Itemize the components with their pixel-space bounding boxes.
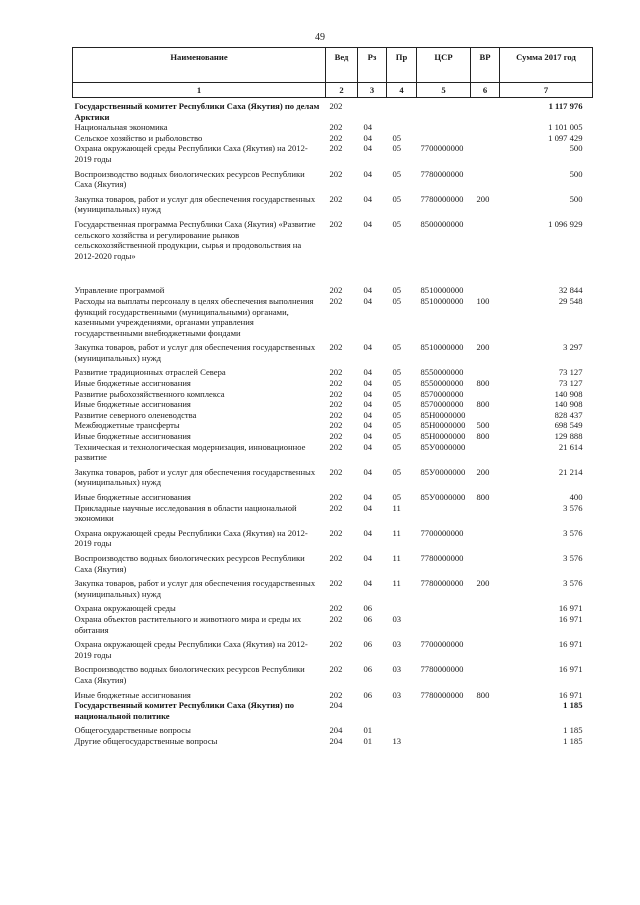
row-ved: 202 <box>329 168 343 179</box>
row-name: Закупка товаров, работ и услуг для обеспечения государственных (муниципальных) нужд <box>74 193 316 215</box>
row-pr: 05 <box>392 218 402 229</box>
row-name: Государственная программа Республики Саха (Якутия) «Развитие сельского хозяйства и регулирование рынков сельскохозяйственной продукции, сырья и продовольствия на 2012-2020 годы» <box>74 218 316 261</box>
table-row <box>73 614 593 639</box>
row-csr: 8570000000 <box>420 388 464 399</box>
row-sum: 3 576 <box>563 578 583 589</box>
row-name: Прикладные научные исследования в области национальной экономики <box>74 502 297 524</box>
row-pr: 05 <box>392 420 402 431</box>
row-csr: 7780000000 <box>420 664 464 675</box>
row-sum: 500 <box>569 143 583 154</box>
row-sum: 21 614 <box>558 441 583 452</box>
row-csr: 7780000000 <box>420 552 464 563</box>
row-rz: 04 <box>363 466 373 477</box>
row-vr <box>471 285 500 296</box>
row-vr <box>471 603 500 614</box>
row-sum: 3 576 <box>563 502 583 513</box>
row-vr <box>471 736 500 747</box>
table-row <box>73 431 593 442</box>
row-pr: 05 <box>392 132 402 143</box>
row-pr: 05 <box>392 295 402 306</box>
table-row <box>73 133 593 144</box>
row-rz: 06 <box>363 664 373 675</box>
column-number: 6 <box>471 83 500 98</box>
row-pr <box>387 700 417 725</box>
row-pr: 11 <box>392 552 401 563</box>
row-name: Развитие рыбохозяйственного комплекса <box>74 388 225 399</box>
header-name: Наименование <box>73 48 326 83</box>
row-name: Расходы на выплаты персоналу в целях обеспечения выполнения функций государственными (муниципальными) органами, казенными учреждениями, органами управления государственными внебюджетными фондами <box>74 295 314 338</box>
row-csr: 85У0000000 <box>420 466 466 477</box>
budget-table <box>72 47 593 746</box>
table-row <box>73 367 593 378</box>
row-ved: 202 <box>329 552 343 563</box>
row-rz: 04 <box>363 143 373 154</box>
row-sum: 29 548 <box>558 295 583 306</box>
row-pr <box>387 603 417 614</box>
row-pr: 13 <box>392 735 402 746</box>
row-rz <box>358 700 387 725</box>
row-name: Сельское хозяйство и рыболовство <box>74 132 203 143</box>
row-name: Техническая и технологическая модернизация, инновационное развитие <box>74 441 306 463</box>
header-csr: ЦСР <box>417 48 471 83</box>
table-row <box>73 194 593 219</box>
row-rz: 06 <box>363 639 373 650</box>
row-rz: 04 <box>363 492 373 502</box>
row-sum: 16 971 <box>558 689 583 700</box>
row-pr: 05 <box>392 168 402 179</box>
row-vr <box>471 725 500 736</box>
table-row <box>73 736 593 747</box>
row-ved: 204 <box>329 700 343 711</box>
row-csr <box>417 133 471 144</box>
table-row <box>73 492 593 503</box>
row-ved: 202 <box>329 399 343 410</box>
row-ved: 202 <box>329 431 343 442</box>
row-rz: 04 <box>363 527 373 538</box>
row-sum: 500 <box>569 168 583 179</box>
row-csr <box>417 98 471 123</box>
row-ved: 202 <box>329 613 343 624</box>
row-rz: 04 <box>363 132 373 143</box>
row-pr: 05 <box>392 285 402 296</box>
row-pr: 03 <box>392 613 402 624</box>
row-csr: 7700000000 <box>420 527 464 538</box>
table-row <box>73 98 593 123</box>
row-rz: 04 <box>363 193 373 204</box>
row-rz: 04 <box>363 409 373 420</box>
row-rz: 04 <box>363 295 373 306</box>
row-pr: 03 <box>392 689 402 700</box>
row-name: Охрана окружающей среды Республики Саха (Якутия) на 2012-2019 годы <box>74 527 308 549</box>
row-name: Межбюджетные трансферты <box>74 420 180 431</box>
row-csr: 7700000000 <box>420 143 464 154</box>
column-number: 2 <box>326 83 358 98</box>
row-ved: 202 <box>329 122 343 133</box>
row-name: Развитие северного оленеводства <box>74 409 197 420</box>
row-csr <box>417 503 471 528</box>
table-row <box>73 143 593 168</box>
table-row <box>73 342 593 367</box>
row-csr <box>417 736 471 747</box>
row-sum: 3 576 <box>563 552 583 563</box>
table-row <box>73 378 593 389</box>
row-sum: 1 185 <box>563 700 583 711</box>
row-vr <box>471 169 500 194</box>
row-rz: 04 <box>363 552 373 563</box>
row-rz: 04 <box>363 502 373 513</box>
table-row <box>73 503 593 528</box>
row-ved: 202 <box>329 603 343 614</box>
row-ved: 202 <box>329 527 343 538</box>
row-pr: 05 <box>392 143 402 154</box>
row-ved: 202 <box>329 420 343 431</box>
row-rz: 04 <box>363 441 373 452</box>
row-csr: 7780000000 <box>420 689 464 700</box>
row-vr <box>471 442 500 467</box>
row-ved: 202 <box>329 466 343 477</box>
row-name: Государственный комитет Республики Саха (Якутия) по национальной политике <box>74 700 295 721</box>
table-header <box>73 48 593 98</box>
row-ved: 202 <box>329 388 343 399</box>
row-name: Управление программой <box>74 285 165 296</box>
row-ved: 202 <box>329 143 343 154</box>
row-csr: 8510000000 <box>420 295 464 306</box>
row-ved: 202 <box>329 492 343 502</box>
table-row <box>73 553 593 578</box>
row-csr: 85Н0000000 <box>420 431 466 442</box>
row-ved: 202 <box>329 689 343 700</box>
row-ved: 202 <box>329 285 343 296</box>
row-pr: 05 <box>392 367 402 378</box>
row-name: Государственный комитет Республики Саха (Якутия) по делам Арктики <box>74 101 320 122</box>
page-number: 49 <box>315 32 325 43</box>
table-row <box>73 169 593 194</box>
header-ved: Вед <box>326 48 358 83</box>
row-pr: 11 <box>392 578 401 589</box>
row-pr <box>387 122 417 133</box>
table-row <box>73 700 593 725</box>
row-sum: 140 908 <box>554 388 583 399</box>
row-vr <box>471 389 500 400</box>
row-sum: 73 127 <box>558 367 583 378</box>
row-rz: 04 <box>363 388 373 399</box>
row-rz: 01 <box>363 725 373 736</box>
table-row <box>73 639 593 664</box>
row-ved: 204 <box>329 735 343 746</box>
row-ved: 202 <box>329 378 343 389</box>
row-ved: 204 <box>329 725 343 736</box>
row-vr <box>471 143 500 168</box>
row-rz: 04 <box>363 399 373 410</box>
table-row <box>73 122 593 133</box>
row-name: Иные бюджетные ассигнования <box>74 399 191 410</box>
row-vr: 200 <box>476 466 490 477</box>
row-ved: 202 <box>329 502 343 513</box>
row-pr: 05 <box>392 492 402 502</box>
row-vr <box>471 553 500 578</box>
row-name: Иные бюджетные ассигнования <box>74 689 191 700</box>
row-name: Развитие традиционных отраслей Севера <box>74 367 226 378</box>
table-row <box>73 410 593 421</box>
row-sum: 16 971 <box>558 639 583 650</box>
row-csr: 8550000000 <box>420 367 464 378</box>
row-ved: 202 <box>329 193 343 204</box>
row-rz <box>358 98 387 123</box>
row-rz: 06 <box>363 613 373 624</box>
column-number: 5 <box>417 83 471 98</box>
row-sum: 1 097 429 <box>548 132 583 143</box>
row-vr: 800 <box>476 492 490 502</box>
table-row <box>73 389 593 400</box>
row-name: Воспроизводство водных биологических ресурсов Республики Саха (Якутия) <box>74 168 305 190</box>
row-csr: 7780000000 <box>420 193 464 204</box>
row-name: Охрана окружающей среды <box>74 603 176 614</box>
row-vr <box>471 133 500 144</box>
row-sum: 1 101 005 <box>548 122 583 133</box>
header-pr: Пр <box>387 48 417 83</box>
row-sum: 1 096 929 <box>548 218 583 229</box>
row-csr <box>417 603 471 614</box>
row-ved: 202 <box>329 639 343 650</box>
row-csr: 8500000000 <box>420 218 464 229</box>
row-rz: 04 <box>363 342 373 353</box>
row-vr <box>471 410 500 421</box>
row-csr <box>417 122 471 133</box>
row-vr: 800 <box>476 689 490 700</box>
row-csr: 7780000000 <box>420 168 464 179</box>
table-row <box>73 664 593 689</box>
row-pr: 11 <box>392 502 401 513</box>
table-row <box>73 285 593 296</box>
row-vr <box>471 503 500 528</box>
row-csr: 7700000000 <box>420 639 464 650</box>
row-sum: 21 214 <box>558 466 583 477</box>
row-rz: 06 <box>363 689 373 700</box>
row-vr: 800 <box>476 378 490 389</box>
row-csr: 8570000000 <box>420 399 464 410</box>
row-vr <box>471 664 500 689</box>
row-pr: 03 <box>392 664 402 675</box>
row-vr <box>471 700 500 725</box>
row-sum: 500 <box>569 193 583 204</box>
row-csr: 8550000000 <box>420 378 464 389</box>
row-pr: 05 <box>392 466 402 477</box>
row-pr: 05 <box>392 431 402 442</box>
row-sum: 32 844 <box>558 285 583 296</box>
row-name: Закупка товаров, работ и услуг для обеспечения государственных (муниципальных) нужд <box>74 466 316 488</box>
row-csr: 85Н0000000 <box>420 409 466 420</box>
row-name: Иные бюджетные ассигнования <box>74 492 191 502</box>
row-sum: 1 185 <box>563 725 583 736</box>
row-vr: 500 <box>476 420 490 431</box>
row-name: Закупка товаров, работ и услуг для обеспечения государственных (муниципальных) нужд <box>74 578 316 599</box>
row-pr: 05 <box>392 399 402 410</box>
row-csr: 7780000000 <box>420 578 464 589</box>
column-number: 3 <box>358 83 387 98</box>
row-ved: 202 <box>329 367 343 378</box>
table-row <box>73 725 593 736</box>
header-vr: ВР <box>471 48 500 83</box>
row-vr <box>471 528 500 553</box>
row-vr: 200 <box>476 193 490 204</box>
row-ved: 202 <box>329 342 343 353</box>
row-ved: 202 <box>329 409 343 420</box>
row-name: Общегосударственные вопросы <box>74 725 191 736</box>
row-name: Охрана окружающей среды Республики Саха (Якутия) на 2012-2019 годы <box>74 639 308 660</box>
column-number: 7 <box>500 83 593 98</box>
table-row <box>73 420 593 431</box>
row-rz: 04 <box>363 168 373 179</box>
row-pr: 11 <box>392 527 401 538</box>
row-sum: 400 <box>569 492 583 502</box>
table-row <box>73 442 593 467</box>
row-name: Другие общегосударственные вопросы <box>74 735 218 746</box>
row-ved: 202 <box>329 132 343 143</box>
row-vr: 100 <box>476 295 490 306</box>
row-vr <box>471 614 500 639</box>
header-rz: Рз <box>358 48 387 83</box>
row-name: Иные бюджетные ассигнования <box>74 378 191 389</box>
row-vr: 800 <box>476 431 490 442</box>
table-row <box>73 528 593 553</box>
row-name: Иные бюджетные ассигнования <box>74 431 191 442</box>
table-row <box>73 578 593 603</box>
row-rz: 04 <box>363 122 373 133</box>
row-csr: 85У0000000 <box>420 492 466 502</box>
row-csr: 85Н0000000 <box>420 420 466 431</box>
header-sum: Сумма 2017 год <box>500 48 593 83</box>
row-pr: 05 <box>392 388 402 399</box>
row-sum: 698 549 <box>554 420 583 431</box>
row-ved: 202 <box>329 578 343 589</box>
row-rz: 04 <box>363 285 373 296</box>
table-row <box>73 219 593 285</box>
row-sum: 16 971 <box>558 664 583 675</box>
row-sum: 3 297 <box>563 342 583 353</box>
row-ved: 202 <box>329 218 343 229</box>
table-row <box>73 296 593 342</box>
row-sum: 3 576 <box>563 527 583 538</box>
row-name: Воспроизводство водных биологических ресурсов Республики Саха (Якутия) <box>74 664 305 685</box>
row-vr <box>471 98 500 123</box>
row-pr: 03 <box>392 639 402 650</box>
column-number: 1 <box>73 83 326 98</box>
row-pr: 05 <box>392 342 402 353</box>
row-pr: 05 <box>392 378 402 389</box>
row-ved: 202 <box>329 664 343 675</box>
row-sum: 129 888 <box>554 431 583 442</box>
row-ved: 202 <box>329 295 343 306</box>
row-vr: 200 <box>476 342 490 353</box>
row-csr <box>417 614 471 639</box>
table-row <box>73 399 593 410</box>
row-vr: 200 <box>476 578 490 589</box>
row-pr <box>387 98 417 123</box>
table-row <box>73 603 593 614</box>
table-row <box>73 467 593 492</box>
row-csr: 8510000000 <box>420 342 464 353</box>
row-name: Охрана объектов растительного и животного мира и среды их обитания <box>74 613 302 635</box>
row-csr: 85У0000000 <box>420 441 466 452</box>
row-sum: 828 437 <box>554 409 583 420</box>
row-pr: 05 <box>392 193 402 204</box>
row-pr: 05 <box>392 409 402 420</box>
row-vr <box>471 122 500 133</box>
row-csr <box>417 725 471 736</box>
row-name: Закупка товаров, работ и услуг для обеспечения государственных (муниципальных) нужд <box>74 342 316 363</box>
row-sum: 1 185 <box>563 735 583 746</box>
row-csr <box>417 700 471 725</box>
row-csr: 8510000000 <box>420 285 464 296</box>
row-rz: 04 <box>363 218 373 229</box>
row-rz: 04 <box>363 378 373 389</box>
row-rz: 04 <box>363 431 373 442</box>
row-vr <box>471 367 500 378</box>
row-ved: 202 <box>329 441 343 452</box>
row-vr <box>471 219 500 285</box>
row-rz: 04 <box>363 367 373 378</box>
row-sum: 16 971 <box>558 613 583 624</box>
table-row <box>73 690 593 701</box>
row-name: Национальная экономика <box>74 122 168 133</box>
row-rz: 01 <box>363 735 373 746</box>
row-ved: 202 <box>329 101 343 111</box>
row-name: Воспроизводство водных биологических ресурсов Республики Саха (Якутия) <box>74 552 305 574</box>
row-name: Охрана окружающей среды Республики Саха (Якутия) на 2012-2019 годы <box>74 143 308 164</box>
row-rz: 04 <box>363 578 373 589</box>
table-body <box>73 98 593 747</box>
row-sum: 73 127 <box>558 378 583 389</box>
row-rz: 06 <box>363 603 373 614</box>
row-pr <box>387 725 417 736</box>
row-rz: 04 <box>363 420 373 431</box>
row-vr <box>471 639 500 664</box>
row-sum: 1 117 976 <box>548 101 583 111</box>
row-pr: 05 <box>392 441 402 452</box>
row-sum: 140 908 <box>554 399 583 410</box>
row-sum: 16 971 <box>558 603 583 614</box>
row-vr: 800 <box>476 399 490 410</box>
column-number: 4 <box>387 83 417 98</box>
